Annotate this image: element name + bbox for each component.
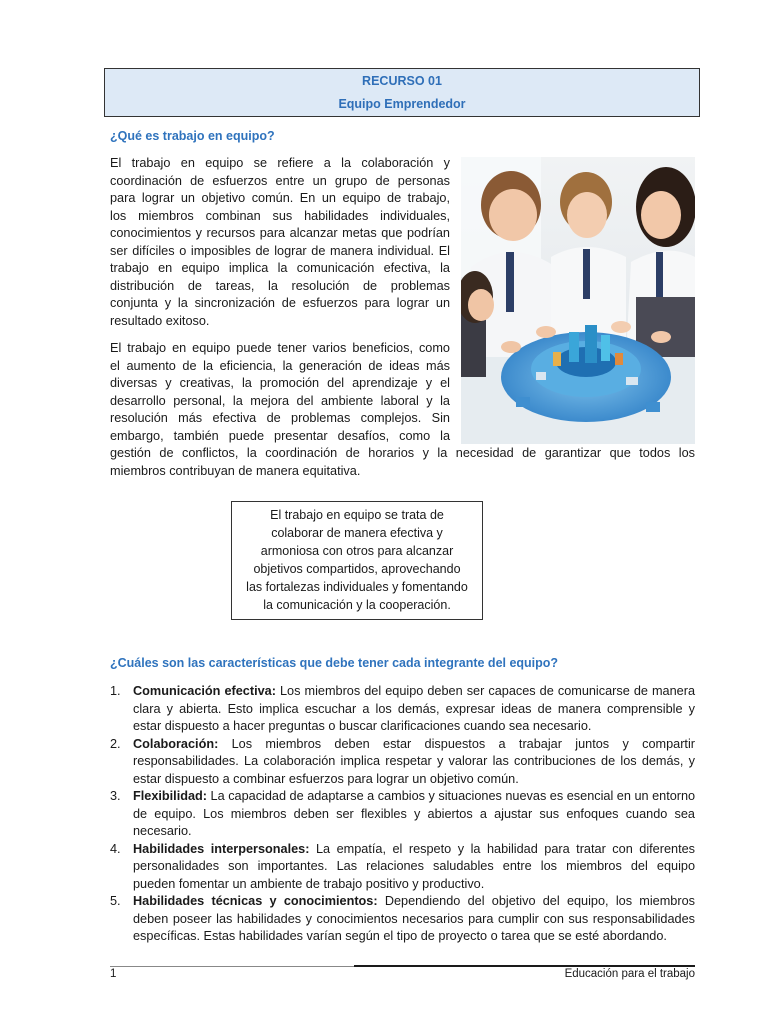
text-line: embargo, también puede presentar desafíos, como la [110,428,450,443]
text-line: coordinación de esfuerzos entre un grupo de personas [110,173,450,188]
list-number: 1. [110,684,121,698]
list-item [110,841,695,894]
text-line: los miembros combinan sus habilidades individuales, [110,208,450,223]
text-line: miembros contribuyan de manera equitativa. [110,463,361,478]
text-line: Dependiendo del objetivo del equipo, los miembros [377,894,695,908]
callout-line: las fortalezas individuales y fomentando [246,580,468,594]
callout-line: la comunicación y la cooperación. [263,598,451,612]
text-line: responsabilidades. La colaboración implica respetar y valorar las contribuciones de los demás, y [133,754,695,768]
list-number: 4. [110,841,121,856]
list-item [110,788,695,841]
text-line: Los miembros deben estar dispuestos a trabajar juntos y compartir [218,736,695,751]
footer-title: Educación para el trabajo [564,968,695,980]
section-heading-caracteristicas: ¿Cuáles son las características que debe tener cada integrante del equipo? [110,656,559,670]
text-line: El trabajo en equipo puede tener varios beneficios, como [110,341,450,355]
list-term: Habilidades interpersonales: [133,841,310,856]
callout-line: objetivos compartidos, aprovechando [253,562,461,576]
text-line: ser difíciles o imposibles de lograr de manera individual. El [110,243,450,258]
text-line: gestión de conflictos, la coordinación de horarios y la necesidad de garantizar que todos los [110,446,695,460]
text-line: de equipo. Los miembros deben ser flexibles y abiertos a ajustar sus enfoques cuando sea [133,806,695,821]
text-line: Los miembros del equipo deben ser capaces de comunicarse de manera [275,684,695,698]
text-line: trabajo en equipo implica la comunicación efectiva, la [110,261,450,275]
section-heading-que-es: ¿Qué es trabajo en equipo? [110,129,275,143]
callout-line: armoniosa con otros para alcanzar [260,544,454,558]
teamwork-summary-callout [231,501,483,620]
text-line: estar dispuesto a hacer preguntas o buscar clarificaciones cuando sea necesario. [133,719,592,733]
list-term: Comunicación efectiva: [133,684,276,698]
text-line: La empatía, el respeto y la habilidad para tratar con diferentes [309,841,695,856]
list-item [110,736,695,789]
text-line: desarrollo personal, la mejora del ambiente laboral y la [110,393,450,408]
text-line: deben poseer las habilidades y conocimientos necesarios para cumplir con sus responsabilidades [133,911,695,926]
list-item [110,893,695,946]
text-line: distribución de tareas, la resolución de problemas [110,278,450,293]
text-line: personalidades son importantes. Las relaciones saludables entre los miembros del equipo [133,859,695,873]
text-line: El trabajo en equipo se refiere a la colaboración y [110,156,450,170]
resource-number: RECURSO 01 [362,73,442,88]
text-line: específicas. Estas habilidades varían según el tipo de proyecto o tarea que se esté abordando. [133,929,667,943]
text-line: clara y abierta. Esto implica escuchar a los demás, expresar ideas de manera comprensible y [133,701,695,716]
text-line: resolución más efectiva de problemas complejos. Sin [110,411,450,425]
resource-header [104,68,700,117]
text-line: estar dispuesto a combinar esfuerzos para lograr un objetivo común. [133,771,519,786]
list-term: Habilidades técnicas y conocimientos: [133,894,378,908]
page-number: 1 [110,968,117,980]
list-number: 5. [110,894,121,908]
list-number: 2. [110,736,121,751]
text-line: para lograr un objetivo común. En un equipo de trabajo, [110,191,450,205]
text-line: La capacidad de adaptarse a cambios y situaciones nuevas es esencial en un entorno [207,789,696,803]
text-line: resultado exitoso. [110,313,210,328]
footer-divider-bold [354,965,695,967]
characteristics-list [110,683,695,946]
teamwork-students-photo [461,157,695,444]
callout-line: colaborar de manera efectiva y [271,526,443,540]
paragraph-benefits [110,340,450,445]
text-line: conjunta y la sincronización de esfuerzos para lograr un [110,296,450,310]
footer-divider [110,966,354,967]
text-line: el aumento de la eficiencia, la generación de ideas más [110,358,450,373]
callout-line: El trabajo en equipo se trata de [270,508,444,522]
list-number: 3. [110,789,121,803]
resource-title: Equipo Emprendedor [338,97,466,111]
text-line: conocimientos y recursos para alcanzar metas que podrían [110,226,450,240]
list-term: Colaboración: [133,736,219,751]
text-line: pueden fomentar un ambiente de trabajo positivo y productivo. [133,876,485,891]
text-line: necesario. [133,824,192,838]
paragraph-benefits-continued [110,445,695,480]
list-item [110,683,695,736]
text-line: diversas y creativas, la promoción del aprendizaje y el [110,376,450,390]
list-term: Flexibilidad: [133,789,208,803]
paragraph-definition [110,155,450,330]
